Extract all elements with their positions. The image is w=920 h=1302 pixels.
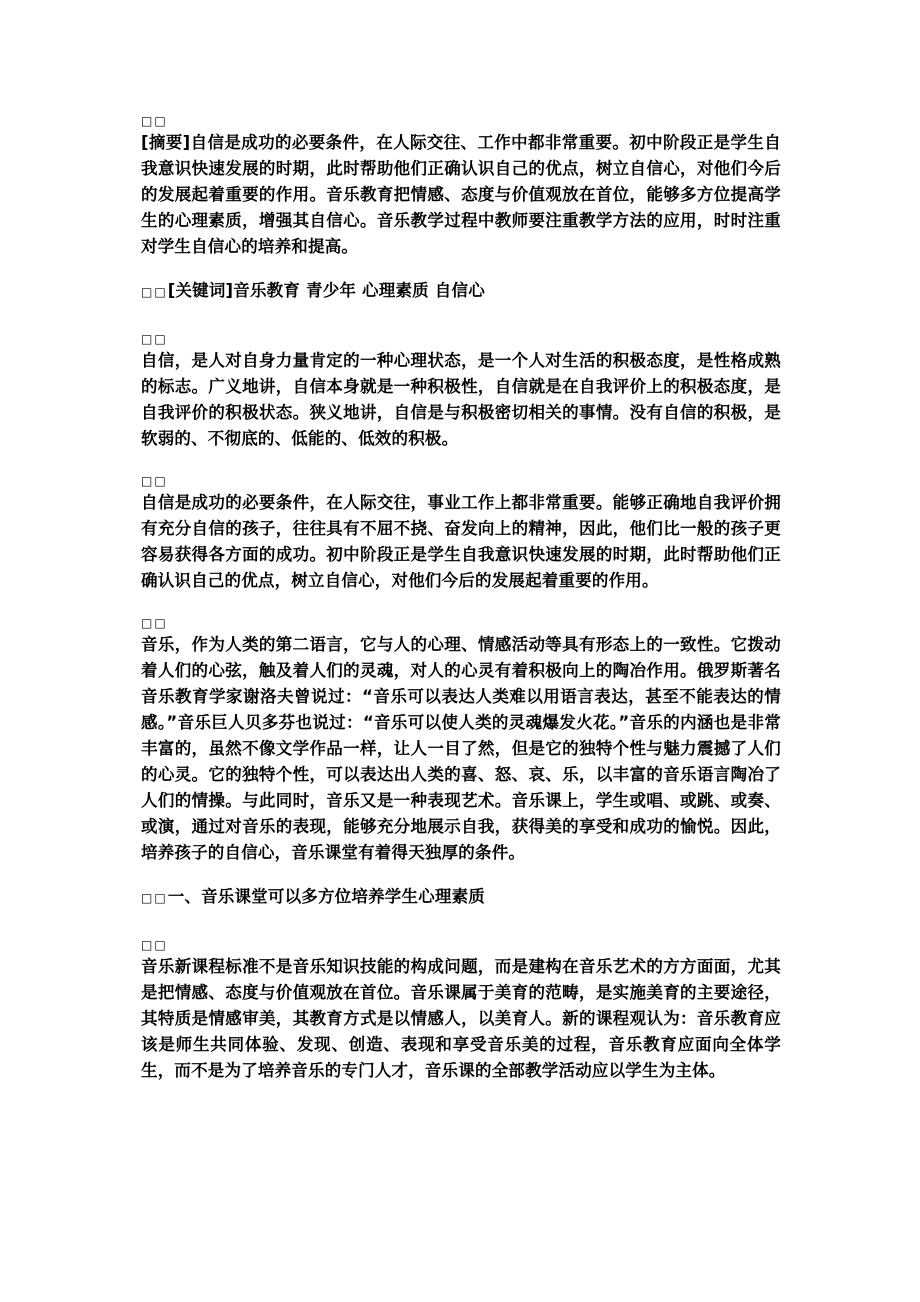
placeholder-glyph: □□ <box>141 113 168 128</box>
paragraph-marker <box>141 470 781 490</box>
keywords-text: [关键词]音乐教育 青少年 心理素质 自信心 <box>167 281 485 300</box>
placeholder-glyph: □□ <box>141 284 168 299</box>
document-page <box>141 110 781 1102</box>
body-paragraph: 音乐，作为人类的第二语言，它与人的心理、情感活动等具有形态上的一致性。它拨动着人们的心弦，触及着人们的灵魂，对人的心灵有着积极向上的陶冶作用。俄罗斯著名音乐教育学家谢洛夫曾说过：“音乐可以表达人类难以用语言表达，甚至不能表达的情感。”音乐巨人贝多芬也说过：“音乐可以使人类的灵魂爆发火花。”音乐的内涵也是非常丰富的，虽然不像文学作品一样，让人一目了然，但是它的独特个性与魅力震撼了人们的心灵。它的独特个性，可以表达出人类的喜、怒、哀、乐，以丰富的音乐语言陶冶了人们的情操。与此同时，音乐又是一种表现艺术。音乐课上，学生或唱、或跳、或奏、或演，通过对音乐的表现，能够充分地展示自我，获得美的享受和成功的愉悦。因此，培养孩子的自信心，音乐课堂有着得天独厚的条件。 <box>141 635 781 862</box>
placeholder-glyph: □□ <box>141 937 168 952</box>
placeholder-glyph: □□ <box>141 331 168 346</box>
paragraph-marker <box>141 612 781 632</box>
keywords-line <box>141 278 781 304</box>
section-heading <box>141 884 781 910</box>
paragraph-marker <box>141 328 781 348</box>
body-paragraph: 自信是成功的必要条件，在人际交往，事业工作上都非常重要。能够正确地自我评价拥有充分自信的孩子，往往具有不屈不挠、奋发向上的精神，因此，他们比一般的孩子更容易获得各方面的成功。初中阶段正是学生自我意识快速发展的时期，此时帮助他们正确认识自己的优点，树立自信心，对他们今后的发展起着重要的作用。 <box>141 493 781 590</box>
placeholder-glyph: □□ <box>141 890 168 905</box>
placeholder-glyph: □□ <box>141 615 168 630</box>
paragraph-marker <box>141 110 781 130</box>
paragraph-marker <box>141 934 781 954</box>
body-paragraph: 音乐新课程标准不是音乐知识技能的构成问题，而是建构在音乐艺术的方方面面，尤其是把情感、态度与价值观放在首位。音乐课属于美育的范畴，是实施美育的主要途径，其特质是情感审美，其教育方式是以情感人，以美育人。新的课程观认为：音乐教育应该是师生共同体验、发现、创造、表现和享受音乐美的过程，音乐教育应面向全体学生，而不是为了培养音乐的专门人才，音乐课的全部教学活动应以学生为主体。 <box>141 957 781 1080</box>
abstract-paragraph: [摘要]自信是成功的必要条件，在人际交往、工作中都非常重要。初中阶段正是学生自我意识快速发展的时期，此时帮助他们正确认识自己的优点，树立自信心，对他们今后的发展起着重要的作用。音乐教育把情感、态度与价值观放在首位，能够多方位提高学生的心理素质，增强其自信心。音乐教学过程中教师要注重教学方法的应用，时时注重对学生自信心的培养和提高。 <box>141 133 781 256</box>
placeholder-glyph: □□ <box>141 473 168 488</box>
section-heading-text: 一、音乐课堂可以多方位培养学生心理素质 <box>167 887 485 906</box>
body-paragraph: 自信，是人对自身力量肯定的一种心理状态，是一个人对生活的积极态度，是性格成熟的标志。广义地讲，自信本身就是一种积极性，自信就是在自我评价上的积极态度，是自我评价的积极状态。狭义地讲，自信是与积极密切相关的事情。没有自信的积极，是软弱的、不彻底的、低能的、低效的积极。 <box>141 351 781 448</box>
